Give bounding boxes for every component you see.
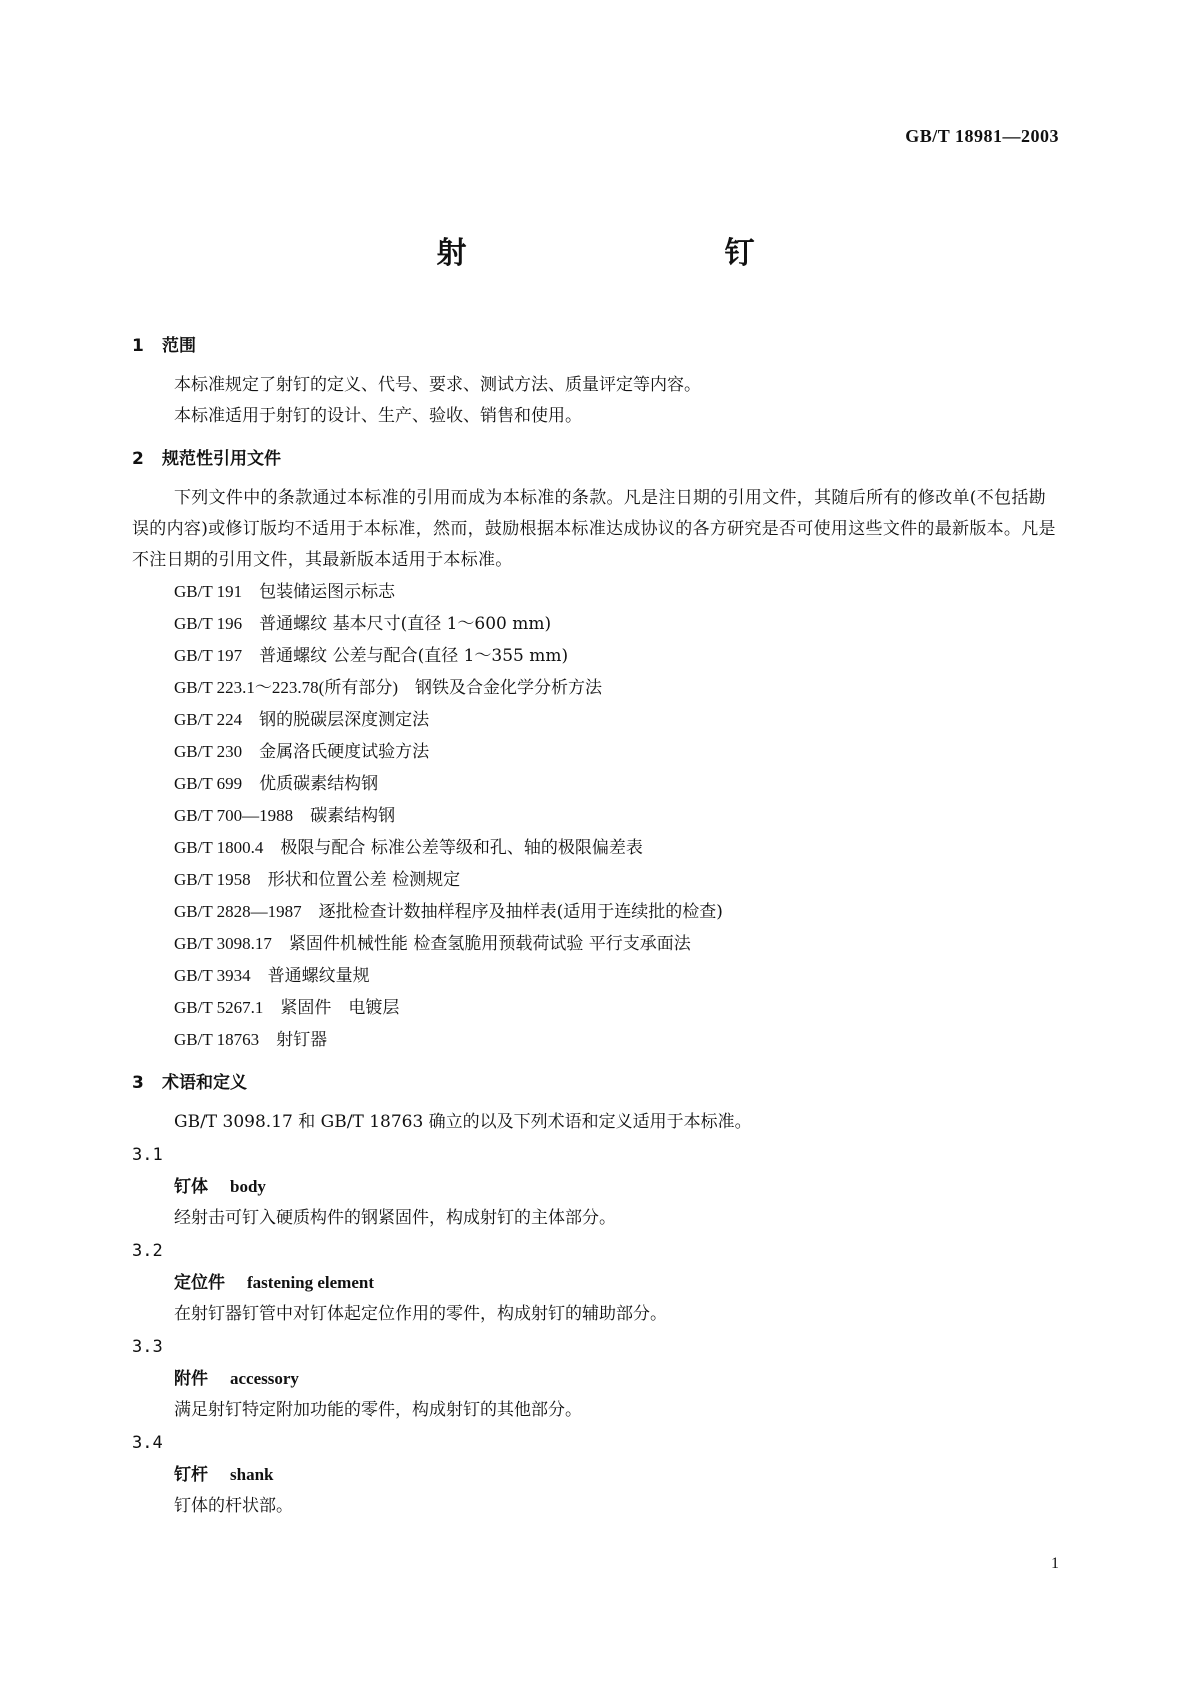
reference-title: 优质碳素结构钢 [259, 774, 379, 794]
reference-code: GB/T 5267.1 [174, 998, 264, 1017]
section-heading-terms-definitions [132, 1068, 1060, 1099]
reference-code: GB/T 1800.4 [174, 838, 264, 857]
reference-code: GB/T 3934 [174, 966, 251, 985]
reference-item [132, 704, 1060, 736]
section-title: 术语和定义 [162, 1073, 247, 1093]
document-title: 射 钉 [436, 236, 821, 271]
reference-title: 包装储运图示标志 [259, 582, 396, 602]
reference-title: 射钉器 [276, 1030, 328, 1050]
reference-item [132, 1024, 1060, 1056]
reference-code: GB/T 223.1～223.78(所有部分) [174, 678, 398, 697]
section-heading-scope [132, 331, 1060, 362]
reference-title: 普通螺纹 公差与配合(直径 1～355 mm) [259, 646, 569, 666]
standard-code: GB/T 18981—2003 [905, 126, 1059, 146]
section-number: 3 [132, 1073, 144, 1093]
section-number: 1 [132, 336, 144, 356]
reference-title: 普通螺纹 基本尺寸(直径 1～600 mm) [259, 614, 552, 634]
clause-number: 3.4 [132, 1433, 163, 1453]
reference-code: GB/T 197 [174, 646, 243, 665]
reference-code: GB/T 3098.17 [174, 934, 272, 953]
page-number: 1 [1051, 1555, 1059, 1572]
reference-title: 金属洛氏硬度试验方法 [259, 742, 430, 762]
reference-item [132, 768, 1060, 800]
section-title: 范围 [162, 336, 196, 356]
reference-title: 碳素结构钢 [310, 806, 396, 826]
reference-item [132, 896, 1060, 928]
term-zh: 钉体 [174, 1177, 208, 1197]
term-entry [132, 1363, 1060, 1395]
reference-title: 普通螺纹量规 [267, 966, 370, 986]
reference-code: GB/T 700—1988 [174, 806, 294, 825]
reference-title: 钢的脱碳层深度测定法 [259, 710, 430, 730]
term-entry [132, 1267, 1060, 1299]
term-en: body [230, 1177, 266, 1196]
reference-code: GB/T 1958 [174, 870, 251, 889]
section-number: 2 [132, 449, 144, 469]
reference-title: 紧固件机械性能 检查氢脆用预载荷试验 平行支承面法 [288, 934, 691, 954]
paragraph: GB/T 3098.17 和 GB/T 18763 确立的以及下列术语和定义适用于本标准。 [174, 1112, 752, 1132]
reference-code: GB/T 224 [174, 710, 243, 729]
term-zh: 钉杆 [174, 1465, 208, 1485]
reference-title: 逐批检查计数抽样程序及抽样表(适用于连续批的检查) [318, 902, 723, 922]
section-heading-normative-references [132, 444, 1060, 475]
term-en: fastening element [247, 1273, 375, 1292]
reference-code: GB/T 18763 [174, 1030, 260, 1049]
reference-item [132, 832, 1060, 864]
term-definition: 在射钉器钉管中对钉体起定位作用的零件，构成射钉的辅助部分。 [174, 1304, 667, 1324]
reference-item [132, 672, 1060, 704]
term-entry [132, 1171, 1060, 1203]
reference-title: 极限与配合 标准公差等级和孔、轴的极限偏差表 [280, 838, 643, 858]
section-title: 规范性引用文件 [162, 449, 281, 469]
reference-code: GB/T 191 [174, 582, 243, 601]
paragraph: 本标准规定了射钉的定义、代号、要求、测试方法、质量评定等内容。 [174, 375, 701, 395]
reference-item [132, 608, 1060, 640]
term-zh: 附件 [174, 1369, 208, 1389]
reference-item [132, 992, 1060, 1024]
reference-item [132, 864, 1060, 896]
term-zh: 定位件 [174, 1273, 225, 1293]
term-en: accessory [230, 1369, 299, 1388]
term-definition: 经射击可钉入硬质构件的钢紧固件，构成射钉的主体部分。 [174, 1208, 616, 1228]
reference-code: GB/T 2828—1987 [174, 902, 302, 921]
reference-item [132, 960, 1060, 992]
clause-number: 3.1 [132, 1145, 163, 1165]
term-en: shank [230, 1465, 274, 1484]
clause-number: 3.2 [132, 1241, 163, 1261]
reference-title: 形状和位置公差 检测规定 [267, 870, 461, 890]
reference-item [132, 576, 1060, 608]
reference-item [132, 736, 1060, 768]
reference-item [132, 640, 1060, 672]
paragraph: 下列文件中的条款通过本标准的引用而成为本标准的条款。凡是注日期的引用文件，其随后所有的修改单(不包括勘误的内容)或修订版均不适用于本标准，然而，鼓励根据本标准达成协议的各方研究是否可使用这些文件的最新版本。凡是不注日期的引用文件，其最新版本适用于本标准。 [132, 488, 1056, 570]
term-entry [132, 1459, 1060, 1491]
reference-title: 钢铁及合金化学分析方法 [415, 678, 602, 698]
reference-item [132, 800, 1060, 832]
reference-item [132, 928, 1060, 960]
term-definition: 钉体的杆状部。 [174, 1496, 293, 1516]
reference-title: 紧固件 电镀层 [280, 998, 400, 1018]
reference-code: GB/T 230 [174, 742, 243, 761]
reference-code: GB/T 699 [174, 774, 243, 793]
paragraph: 本标准适用于射钉的设计、生产、验收、销售和使用。 [174, 406, 582, 426]
document-body [132, 325, 1060, 1522]
reference-code: GB/T 196 [174, 614, 243, 633]
clause-number: 3.3 [132, 1337, 163, 1357]
term-definition: 满足射钉特定附加功能的零件，构成射钉的其他部分。 [174, 1400, 582, 1420]
